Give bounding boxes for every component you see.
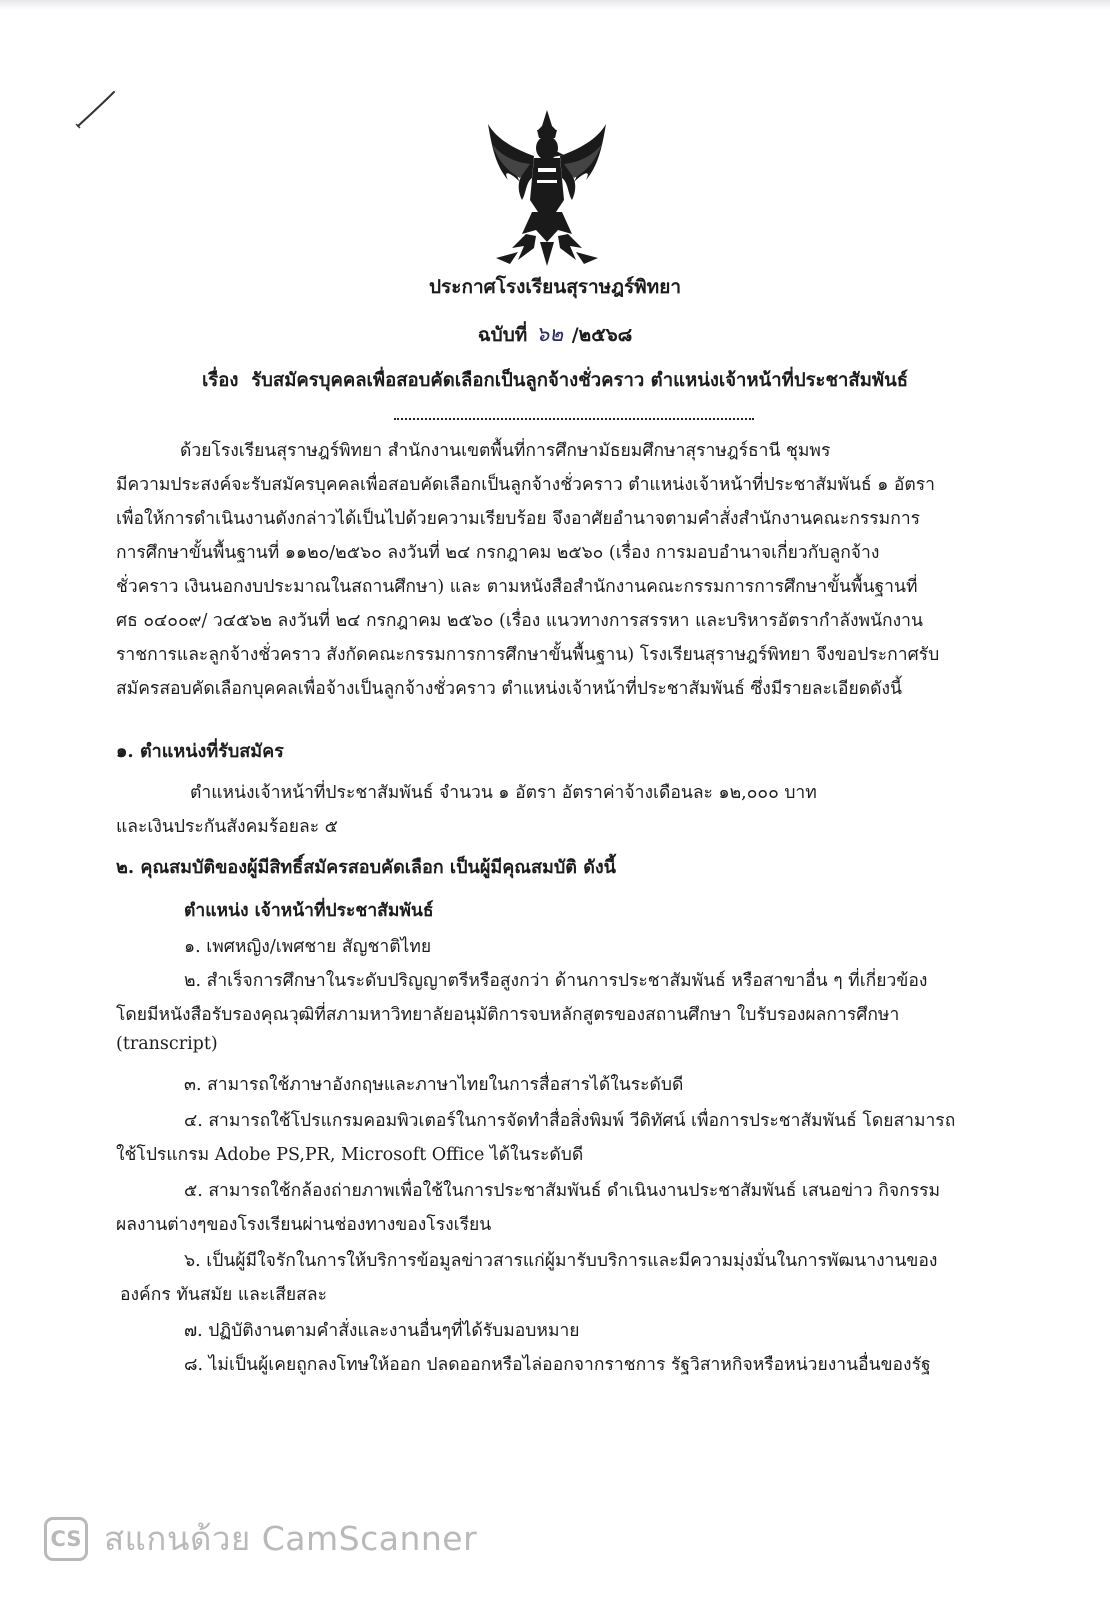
intro-line: ชั่วคราว เงินนอกงบประมาณในสถานศึกษา) และ ตามหนังสือสำนักงานคณะกรรมการการศึกษาขั้นพื้นฐานที่ <box>116 577 918 597</box>
issue-number-handwritten: ๖๒ <box>535 322 564 346</box>
scan-edge <box>0 0 1110 10</box>
qualification-8: ๘. ไม่เป็นผู้เคยถูกลงโทษให้ออก ปลดออกหรือไล่ออกจากราชการ รัฐวิสาหกิจหรือหน่วยงานอื่นของรัฐ <box>184 1355 931 1375</box>
issue-prefix: ฉบับที่ <box>477 324 528 346</box>
section2-position-title: ตำแหน่ง เจ้าหน้าที่ประชาสัมพันธ์ <box>184 901 434 921</box>
qualification-7: ๗. ปฏิบัติงานตามคำสั่งและงานอื่นๆที่ได้รับมอบหมาย <box>184 1321 580 1341</box>
section1-social-security-line: และเงินประกันสังคมร้อยละ ๕ <box>116 817 338 837</box>
intro-paragraph <box>116 434 1006 706</box>
intro-line: สมัครสอบคัดเลือกบุคคลเพื่อจ้างเป็นลูกจ้างชั่วคราว ตำแหน่งเจ้าหน้าที่ประชาสัมพันธ์ ซึ่งมีรายละเอียดดังนี้ <box>116 679 902 699</box>
qualification-4: ๔. สามารถใช้โปรแกรมคอมพิวเตอร์ในการจัดทำสื่อสิ่งพิมพ์ วีดิทัศน์ เพื่อการประชาสัมพันธ์ โดยสามารถ <box>184 1111 956 1131</box>
qualification-2-cont: โดยมีหนังสือรับรองคุณวุฒิที่สภามหาวิทยาลัยอนุมัติการจบหลักสูตรของสถานศึกษา ใบรับรองผลการศึกษา <box>116 1005 900 1025</box>
section1-position-line: ตำแหน่งเจ้าหน้าที่ประชาสัมพันธ์ จำนวน ๑ อัตรา อัตราค่าจ้างเดือนละ ๑๒,๐๐๐ บาท <box>190 783 817 803</box>
camscanner-text: สแกนด้วย CamScanner <box>104 1519 478 1558</box>
qualification-2: ๒. สำเร็จการศึกษาในระดับปริญญาตรีหรือสูงกว่า ด้านการประชาสัมพันธ์ หรือสาขาอื่น ๆ ที่เกี่ยวข้อง <box>184 971 928 991</box>
intro-line: เพื่อให้การดำเนินงานดังกล่าวได้เป็นไปด้วยความเรียบร้อย จึงอาศัยอำนาจตามคำสั่งสำนักงานคณะกรรมการ <box>116 509 921 529</box>
intro-line: ราชการและลูกจ้างชั่วคราว สังกัดคณะกรรมการการศึกษาขั้นพื้นฐาน) โรงเรียนสุราษฎร์พิทยา จึงขอประกาศรับ <box>116 645 940 665</box>
qualification-1: ๑. เพศหญิง/เพศชาย สัญชาติไทย <box>184 937 432 957</box>
issue-number-line <box>0 318 1110 351</box>
qualification-6-cont: องค์กร ทันสมัย และเสียสละ <box>120 1285 327 1305</box>
qualification-5-cont: ผลงานต่างๆของโรงเรียนผ่านช่องทางของโรงเรียน <box>116 1215 492 1235</box>
intro-line: มีความประสงค์จะรับสมัครบุคคลเพื่อสอบคัดเลือกเป็นลูกจ้างชั่วคราว ตำแหน่งเจ้าหน้าที่ประชาสัมพันธ์ ๑ อัตรา <box>116 475 936 495</box>
subject-line <box>0 366 1110 395</box>
camscanner-logo-icon: CS <box>44 1517 88 1561</box>
intro-line: ด้วยโรงเรียนสุราษฎร์พิทยา สำนักงานเขตพื้นที่การศึกษามัธยมศึกษาสุราษฎร์ธานี ชุมพร <box>180 441 831 461</box>
camscanner-watermark <box>44 1512 477 1565</box>
dotted-divider <box>394 418 754 420</box>
qualification-3: ๓. สามารถใช้ภาษาอังกฤษและภาษาไทยในการสื่อสารได้ในระดับดี <box>184 1075 684 1095</box>
section1-heading: ๑. ตำแหน่งที่รับสมัคร <box>116 741 284 762</box>
subject-text: รับสมัครบุคคลเพื่อสอบคัดเลือกเป็นลูกจ้างชั่วคราว ตำแหน่งเจ้าหน้าที่ประชาสัมพันธ์ <box>251 370 909 391</box>
subject-label: เรื่อง <box>201 370 239 391</box>
qualification-5: ๕. สามารถใช้กล้องถ่ายภาพเพื่อใช้ในการประชาสัมพันธ์ ดำเนินงานประชาสัมพันธ์ เสนอข่าว กิจกรรม <box>184 1181 941 1201</box>
qualification-2-transcript: (transcript) <box>116 1034 218 1054</box>
intro-line: การศึกษาขั้นพื้นฐานที่ ๑๑๒๐/๒๕๖๐ ลงวันที่ ๒๔ กรกฎาคม ๒๕๖๐ (เรื่อง การมอบอำนาจเกี่ยวกับลูกจ้าง <box>116 543 880 563</box>
qualification-4-cont: ใช้โปรแกรม Adobe PS,PR, Microsoft Office ได้ในระดับดี <box>116 1145 584 1165</box>
garuda-emblem-icon <box>482 108 612 268</box>
handwritten-check-mark <box>72 88 122 133</box>
section2-heading: ๒. คุณสมบัติของผู้มีสิทธิ์สมัครสอบคัดเลือก เป็นผู้มีคุณสมบัติ ดังนี้ <box>116 857 616 878</box>
qualification-6: ๖. เป็นผู้มีใจรักในการให้บริการข้อมูลข่าวสารแก่ผู้มารับบริการและมีความมุ่งมั่นในการพัฒนางานของ <box>184 1251 938 1271</box>
announcement-title: ประกาศโรงเรียนสุราษฎร์พิทยา <box>428 276 682 298</box>
intro-line: ศธ ๐๔๐๐๙/ ว๔๕๖๒ ลงวันที่ ๒๔ กรกฎาคม ๒๕๖๐ (เรื่อง แนวทางการสรรหา และบริหารอัตรากำลังพนักงาน <box>116 611 923 631</box>
issue-year: /๒๕๖๘ <box>571 324 633 346</box>
